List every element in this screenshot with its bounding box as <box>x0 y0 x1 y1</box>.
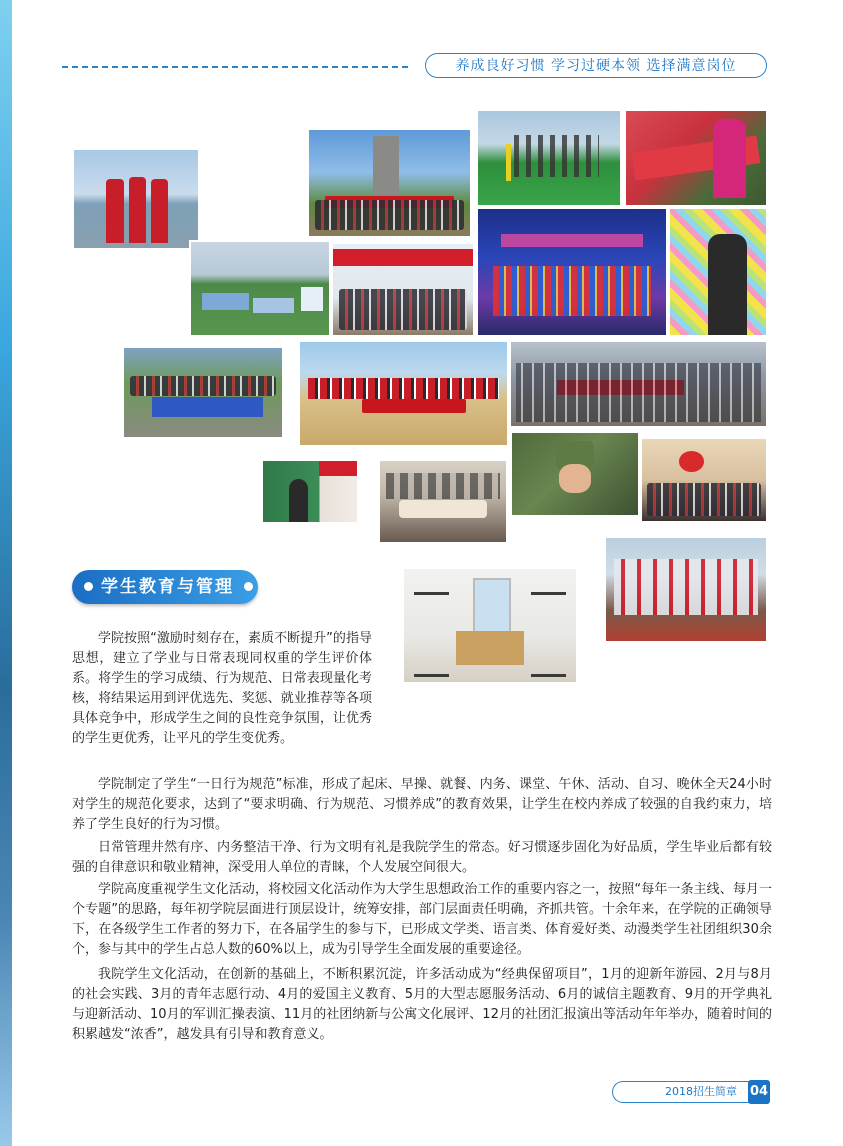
photo-new-year-party <box>640 437 768 523</box>
section-title-pill <box>72 570 258 604</box>
photo-sports-field <box>476 109 622 207</box>
photo-cooking-activity <box>378 459 508 544</box>
photo-dorm-bedding-contest <box>189 240 331 337</box>
photo-message-wall <box>668 207 768 337</box>
paragraph-evaluation-system: 学院按照“激励时刻存在，素质不断提升”的指导思想，建立了学业与日常表现同权重的学生评价体系。将学生的学习成绩、行为规范、日常表现量化考核，将结果运用到评优选先、奖惩、就业推荐等各项具体竞争中，形成学生之间的良性竞争氛围，让优秀的学生更优秀，让平凡的学生变优秀。 <box>72 631 372 746</box>
photo-teacher-lecture <box>261 459 359 524</box>
photo-cheer-parade <box>604 536 768 643</box>
paragraph-daily-norms: 学院制定了学生“一日行为规范”标准，形成了起床、早操、就餐、内务、课堂、午休、活动、自习、晚休全天24小时对学生的规范化要求，达到了“要求明确、行为规范、习惯养成”的教育效果，让学生在校内养成了较强的自我约束力，培养了学生良好的行为习惯。 <box>72 777 772 832</box>
photo-beach-volunteers <box>298 340 509 447</box>
photo-military-training-girl <box>510 431 640 517</box>
photo-blood-donation-group <box>331 242 475 337</box>
paragraph-culture-activities: 学院高度重视学生文化活动，将校园文化活动作为大学生思想政治工作的重要内容之一，按照“每年一条主线、每月一个专题”的思路，每年初学院层面进行顶层设计，统筹安排，部门层面责任明确，齐抓共管。十余年来，在学院的正确领导下，在各级学生工作者的努力下，在各届学生的参与下，已形成文学类、语言类、体育爱好类、动漫类学生社团组织30余个，参与其中的学生占总人数的60%以上，成为引导学生全面发展的重要途径。 <box>72 882 772 957</box>
footer-brochure-label: 2018招生简章 <box>612 1081 755 1103</box>
photo-stage-performance <box>476 207 668 337</box>
photo-students-red-jackets <box>72 148 200 250</box>
photo-dormitory-room <box>402 567 578 684</box>
photo-monument-group <box>307 128 472 238</box>
bullet-dot-right <box>244 582 253 591</box>
photo-large-group-banner <box>509 340 768 428</box>
photo-club-recruitment <box>122 346 284 439</box>
header-dashed-rule <box>62 66 408 68</box>
bullet-dot-left <box>84 582 93 591</box>
page-number: 04 <box>748 1080 770 1104</box>
section-title: 学生教育与管理 <box>101 577 234 597</box>
paragraph-classic-programs: 我院学生文化活动，在创新的基础上，不断积累沉淀，许多活动成为“经典保留项目”，1月的迎新年游园、2月与8月的社会实践、3月的青年志愿行动、4月的爱国主义教育、5月的大型志愿服务活动、6月的诚信主题教育、9月的开学典礼与迎新活动、10月的军训汇操表演、11月的社团纳新与公寓文化展评、12月的社团汇报演出等活动年年举办，随着时间的积累越发“浓香”，越发具有引导和教育意义。 <box>72 967 772 1042</box>
photo-signing-banner <box>624 109 768 207</box>
paragraph-daily-management: 日常管理井然有序、内务整洁干净、行为文明有礼是我院学生的常态。好习惯逐步固化为好品质，学生毕业后都有较强的自律意识和敬业精神，深受用人单位的青睐，个人发展空间很大。 <box>72 840 772 875</box>
header-slogan: 养成良好习惯 学习过硬本领 选择满意岗位 <box>425 53 767 78</box>
left-edge-decoration <box>0 0 12 1146</box>
